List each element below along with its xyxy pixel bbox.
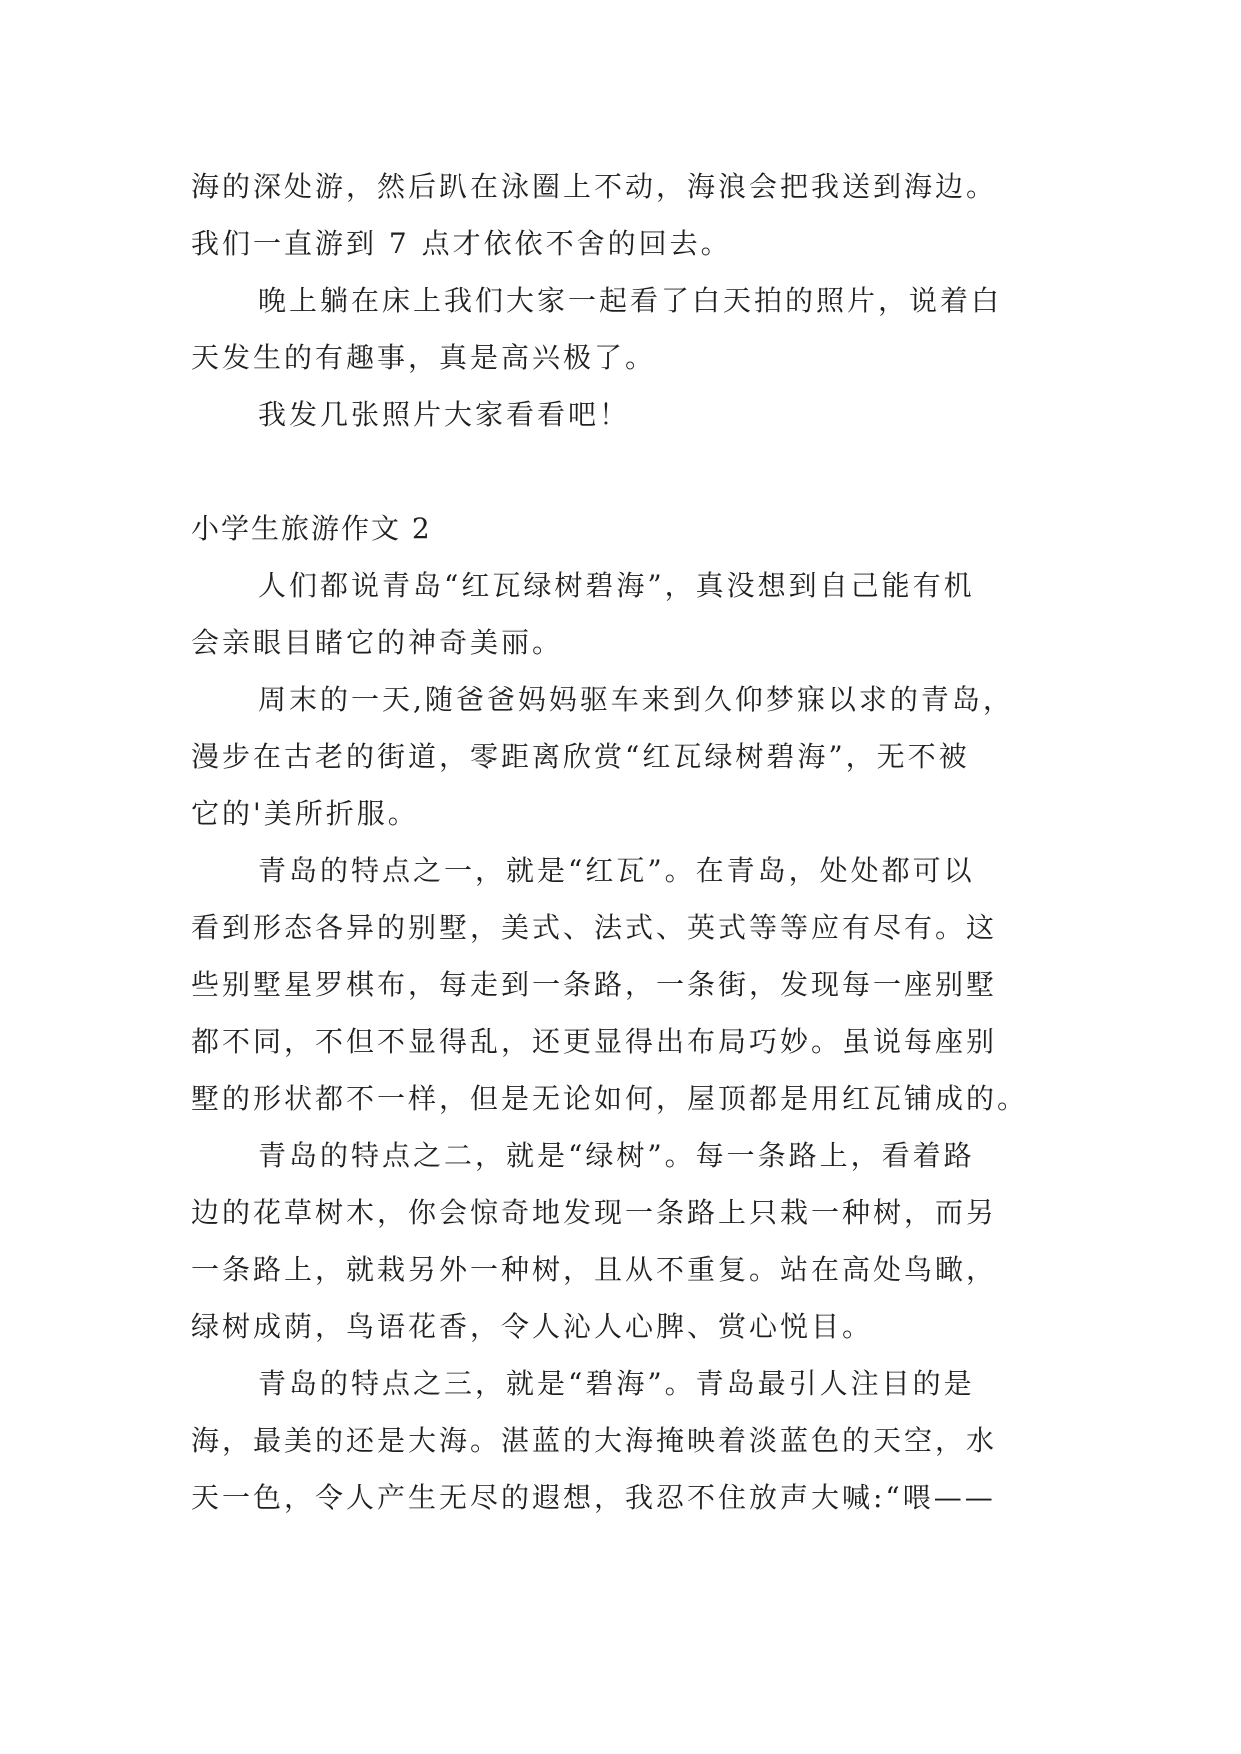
text-line: 会亲眼目睹它的神奇美丽。 (191, 626, 564, 659)
paragraph-start: 青岛的特点之三，就是“碧海”。青岛最引人注目的是 (258, 1367, 975, 1400)
paragraph-start: 人们都说青岛“红瓦绿树碧海”，真没想到自己能有机 (258, 569, 975, 602)
text-line: 边的花草树木，你会惊奇地发现一条路上只栽一种树，而另 (191, 1196, 998, 1229)
paragraph-start: 青岛的特点之二，就是“绿树”。每一条路上，看着路 (258, 1139, 975, 1172)
text-line: 些别墅星罗棋布，每走到一条路，一条街，发现每一座别墅 (191, 968, 998, 1001)
text-line: 海，最美的还是大海。湛蓝的大海掩映着淡蓝色的天空，水 (191, 1424, 998, 1457)
blank-line (191, 443, 1051, 500)
text-line: 我们一直游到 7 点才依依不舍的回去。 (191, 227, 732, 260)
text-line: 天发生的有趣事，真是高兴极了。 (191, 341, 657, 374)
paragraph-start: 我发几张照片大家看看吧！ (258, 398, 631, 431)
paragraph-start: 晚上躺在床上我们大家一起看了白天拍的照片，说着白 (258, 284, 1003, 317)
paragraph-start: 青岛的特点之一，就是“红瓦”。在青岛，处处都可以 (258, 854, 975, 887)
essay-text (191, 158, 1051, 1526)
text-line: 一条路上，就栽另外一种树，且从不重复。站在高处鸟瞰， (191, 1253, 998, 1286)
text-line: 天一色，令人产生无尽的遐想，我忍不住放声大喊:“喂—— (191, 1481, 996, 1514)
text-line: 都不同，不但不显得乱，还更显得出布局巧妙。虽说每座别 (191, 1025, 998, 1058)
paragraph-start: 周末的一天,随爸爸妈妈驱车来到久仰梦寐以求的青岛， (258, 683, 1014, 716)
section-heading: 小学生旅游作文 2 (191, 512, 432, 545)
text-line: 墅的形状都不一样，但是无论如何，屋顶都是用红瓦铺成的。 (191, 1082, 1029, 1115)
text-line: 看到形态各异的别墅，美式、法式、英式等等应有尽有。这 (191, 911, 998, 944)
text-line: 绿树成荫，鸟语花香，令人沁人心脾、赏心悦目。 (191, 1310, 874, 1343)
text-line: 漫步在古老的街道，零距离欣赏“红瓦绿树碧海”，无不被 (191, 740, 970, 773)
text-line: 海的深处游，然后趴在泳圈上不动，海浪会把我送到海边。 (191, 170, 998, 203)
text-line: 它的'美所折服。 (191, 797, 419, 830)
